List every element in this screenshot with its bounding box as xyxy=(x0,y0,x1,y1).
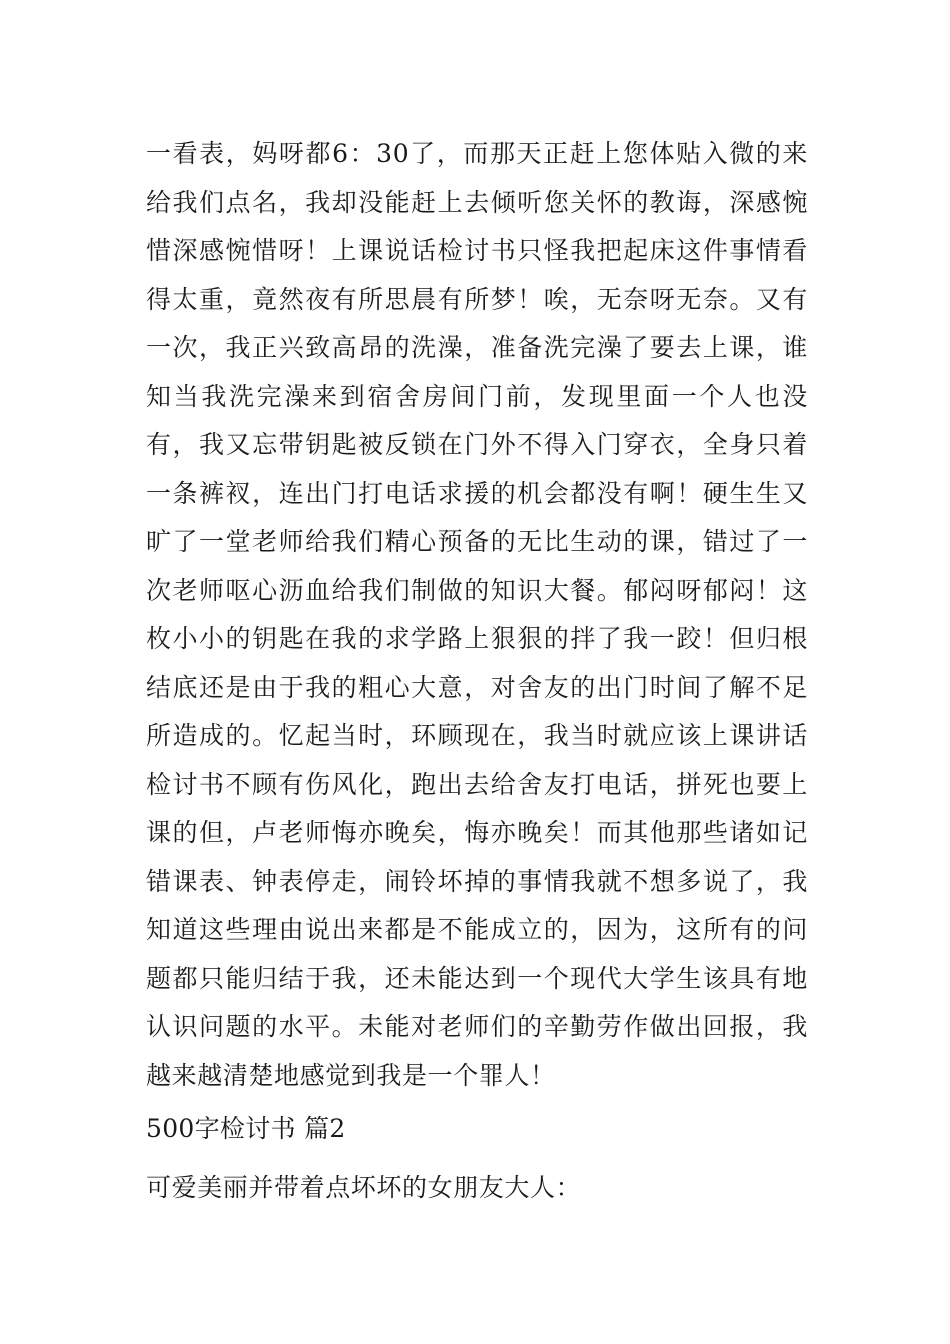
body-paragraph: 一看表，妈呀都6：30了，而那天正赶上您体贴入微的来给我们点名，我却没能赶上去倾听您关怀的教诲，深感惋惜深感惋惜呀！上课说话检讨书只怪我把起床这件事情看得太重，竟然夜有所思晨有所梦！唉，无奈呀无奈。又有一次，我正兴致高昂的洗澡，准备洗完澡了要去上课，谁知当我洗完澡来到宿舍房间门前，发现里面一个人也没有，我又忘带钥匙被反锁在门外不得入门穿衣，全身只着一条裤衩，连出门打电话求援的机会都没有啊！硬生生又旷了一堂老师给我们精心预备的无比生动的课，错过了一次老师呕心沥血给我们制做的知识大餐。郁闷呀郁闷！这枚小小的钥匙在我的求学路上狠狠的拌了我一跤！但归根结底还是由于我的粗心大意，对舍友的出门时间了解不足所造成的。忆起当时，环顾现在，我当时就应该上课讲话检讨书不顾有伤风化，跑出去给舍友打电话，拼死也要上课的但，卢老师悔亦晚矣，悔亦晚矣！而其他那些诸如记错课表、钟表停走，闹铃坏掉的事情我就不想多说了，我知道这些理由说出来都是不能成立的，因为，这所有的问题都只能归结于我，还未能达到一个现代大学生该具有地认识问题的水平。未能对老师们的辛勤劳作做出回报，我越来越清楚地感觉到我是一个罪人！ xyxy=(146,139,808,1090)
section-title: 500字检讨书 篇2 xyxy=(146,1114,346,1143)
salutation-line: 可爱美丽并带着点坏坏的女朋友大人： xyxy=(146,1173,582,1202)
